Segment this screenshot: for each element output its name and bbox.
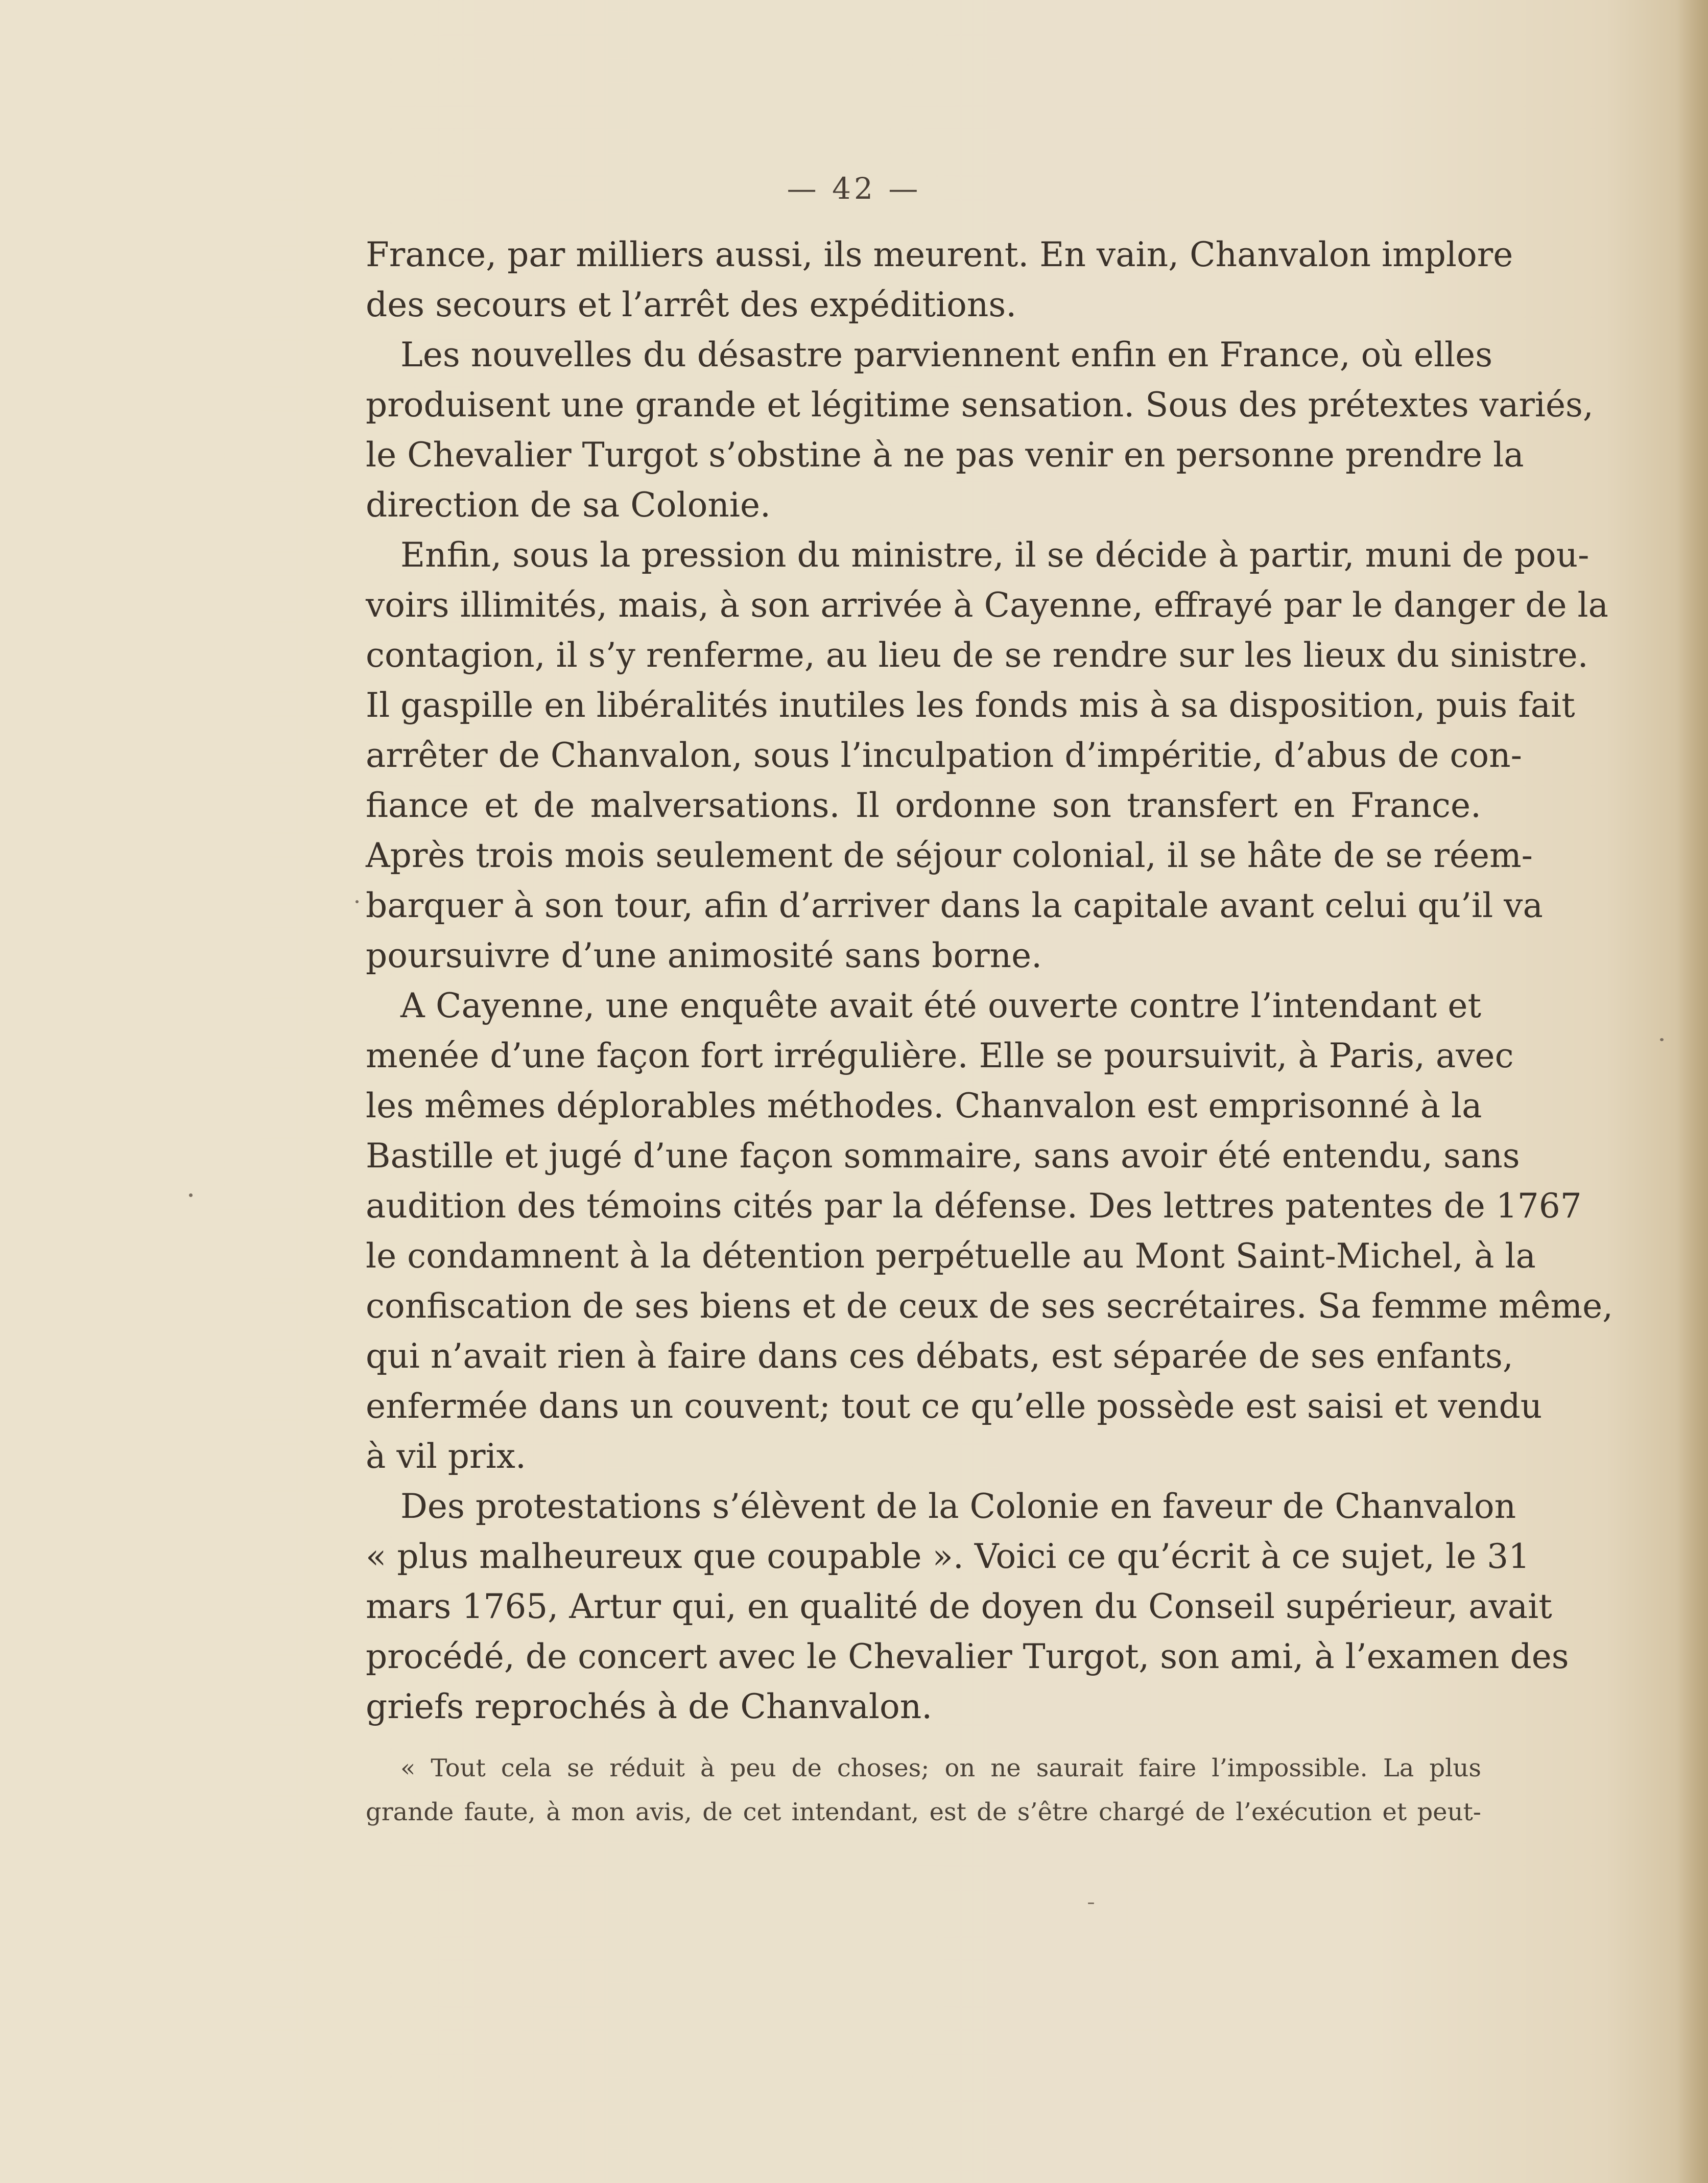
text-line: arrêter de Chanvalon, sous l’inculpation d’impéritie, d’abus de con- bbox=[366, 736, 1522, 775]
page-edge-shadow bbox=[1677, 0, 1708, 2183]
text-line: procédé, de concert avec le Chevalier Turgot, son ami, à l’examen des bbox=[366, 1637, 1569, 1676]
text-line: Après trois mois seulement de séjour colonial, il se hâte de se réem- bbox=[366, 836, 1533, 875]
text-line: produisent une grande et légitime sensation. Sous des prétextes variés, bbox=[366, 385, 1594, 425]
quote-line: grande faute, à mon avis, de cet intendant, est de s’être chargé de l’exécution et peut- bbox=[366, 1798, 1481, 1826]
text-line: le Chevalier Turgot s’obstine à ne pas venir en personne prendre la bbox=[366, 435, 1524, 475]
text-line: à vil prix. bbox=[366, 1437, 526, 1476]
text-line: Des protestations s’élèvent de la Colonie en faveur de Chanvalon bbox=[400, 1487, 1516, 1526]
text-line: A Cayenne, une enquête avait été ouverte contre l’intendant et bbox=[400, 986, 1481, 1025]
paper-speck bbox=[355, 900, 359, 903]
text-line: qui n’avait rien à faire dans ces débats, est séparée de ses enfants, bbox=[366, 1336, 1513, 1376]
text-line: confiscation de ses biens et de ceux de ses secrétaires. Sa femme même, bbox=[366, 1286, 1614, 1326]
text-line: voirs illimités, mais, à son arrivée à Cayenne, effrayé par le danger de la bbox=[366, 585, 1608, 625]
paper-speck bbox=[189, 1193, 193, 1197]
text-line: le condamnent à la détention perpétuelle au Mont Saint-Michel, à la bbox=[366, 1236, 1536, 1276]
text-line: contagion, il s’y renferme, au lieu de se rendre sur les lieux du sinistre. bbox=[366, 636, 1588, 675]
paper-speck bbox=[1660, 1038, 1664, 1041]
text-line: barquer à son tour, afin d’arriver dans la capitale avant celui qu’il va bbox=[366, 886, 1543, 925]
text-line: Les nouvelles du désastre parviennent enfin en France, où elles bbox=[400, 335, 1493, 374]
text-line: Il gaspille en libéralités inutiles les fonds mis à sa disposition, puis fait bbox=[366, 686, 1575, 725]
text-line: enfermée dans un couvent; tout ce qu’elle possède est saisi et vendu bbox=[366, 1387, 1543, 1426]
text-line: « plus malheureux que coupable ». Voici ce qu’écrit à ce sujet, le 31 bbox=[366, 1537, 1530, 1576]
text-line: Bastille et jugé d’une façon sommaire, sans avoir été entendu, sans bbox=[366, 1136, 1520, 1176]
page-number: — 42 — bbox=[787, 171, 921, 206]
text-line: menée d’une façon fort irrégulière. Elle se poursuivit, à Paris, avec bbox=[366, 1036, 1514, 1075]
text-line: poursuivre d’une animosité sans borne. bbox=[366, 936, 1042, 975]
text-line: des secours et l’arrêt des expéditions. bbox=[366, 285, 1017, 324]
body-text bbox=[366, 230, 1614, 1732]
text-line: les mêmes déplorables méthodes. Chanvalon est emprisonné à la bbox=[366, 1086, 1482, 1125]
text-line: Enfin, sous la pression du ministre, il se décide à partir, muni de pou- bbox=[400, 535, 1590, 575]
paper-speck bbox=[1088, 1903, 1094, 1904]
text-line: France, par milliers aussi, ils meurent. En vain, Chanvalon implore bbox=[366, 235, 1513, 274]
text-line: direction de sa Colonie. bbox=[366, 485, 771, 525]
text-line: fiance et de malversations. Il ordonne son transfert en France. bbox=[366, 786, 1481, 825]
text-line: griefs reprochés à de Chanvalon. bbox=[366, 1687, 933, 1726]
quote-line: « Tout cela se réduit à peu de choses; on ne saurait faire l’impossible. La plus bbox=[400, 1754, 1481, 1782]
text-line: audition des témoins cités par la défense. Des lettres patentes de 1767 bbox=[366, 1186, 1582, 1226]
text-line: mars 1765, Artur qui, en qualité de doyen du Conseil supérieur, avait bbox=[366, 1587, 1552, 1626]
quote-text bbox=[366, 1746, 1481, 1834]
